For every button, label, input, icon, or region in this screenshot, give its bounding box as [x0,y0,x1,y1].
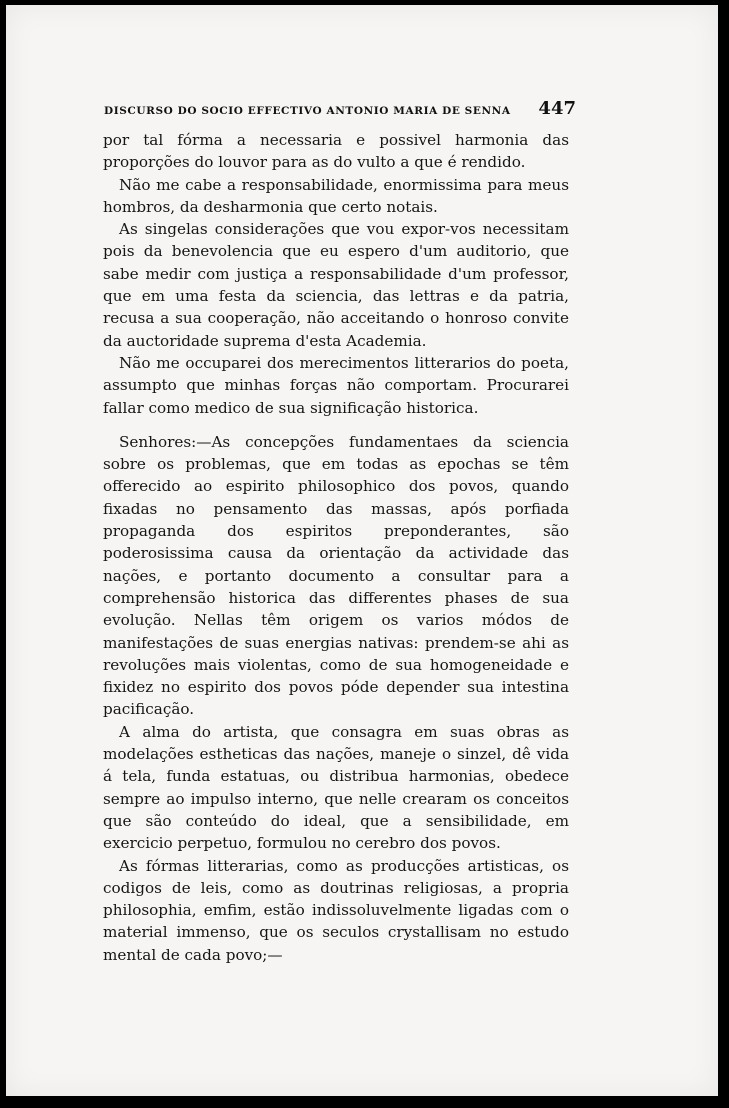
paragraph: A alma do artista, que consagra em suas obras as modelações estheticas das nações, maneje o sinzel, dê vida á tela, funda estatuas, ou distribua harmonias, obedece sempre ao impulso interno, que nelle crearam os conceitos que são conteúdo do ideal, que a sensibilidade, em exercicio perpetuo, formulou no cerebro dos povos. [103,722,569,853]
paragraph: Não me occuparei dos merecimentos litterarios do poeta, assumpto que minhas forças não comportam. Procurarei fallar como medico de sua significação historica. [103,353,569,417]
section-break [103,419,569,431]
paragraph: por tal fórma a necessaria e possivel harmonia das proporções do louvor para as do vulto a que é rendido. [103,131,569,172]
paragraph: As fórmas litterarias, como as producções artisticas, os codigos de leis, como as doutrinas religiosas, a propria philosophia, emfim, estão indissoluvelmente ligadas com o material immenso, que os seculos crystallisam no estudo mental de cada povo;— [103,856,569,964]
body-text [103,129,569,966]
page-number: 447 [538,98,576,119]
paragraph: Não me cabe a responsabilidade, enormissima para meus hombros, da desharmonia que certo notais. [103,175,569,216]
paragraph: Senhores:—As concepções fundamentaes da sciencia sobre os problemas, que em todas as epochas se têm offerecido ao espirito philosophico dos povos, quando fixadas no pensamento das massas, após porfiada propaganda dos espiritos preponderantes, são poderosissima causa da orientação da actividade das nações, e portanto documento a consultar para a comprehensão historica das differentes phases de sua evolução. Nellas têm origem os varios módos de manifestações de suas energias nativas: prendem-se ahi as revoluções mais violentas, como de sua homogeneidade e fixidez no espirito dos povos póde depender sua intestina pacificação. [103,432,569,719]
running-head: DISCURSO DO SOCIO EFFECTIVO ANTONIO MARIA DE SENNA [104,105,511,117]
paragraph: As singelas considerações que vou expor-vos necessitam pois da benevolencia que eu espero d'um auditorio, que sabe medir com justiça a responsabilidade d'um professor, que em uma festa da sciencia, das lettras e da patria, recusa a sua cooperação, não acceitando o honroso convite da auctoridade suprema d'esta Academia. [103,220,569,350]
